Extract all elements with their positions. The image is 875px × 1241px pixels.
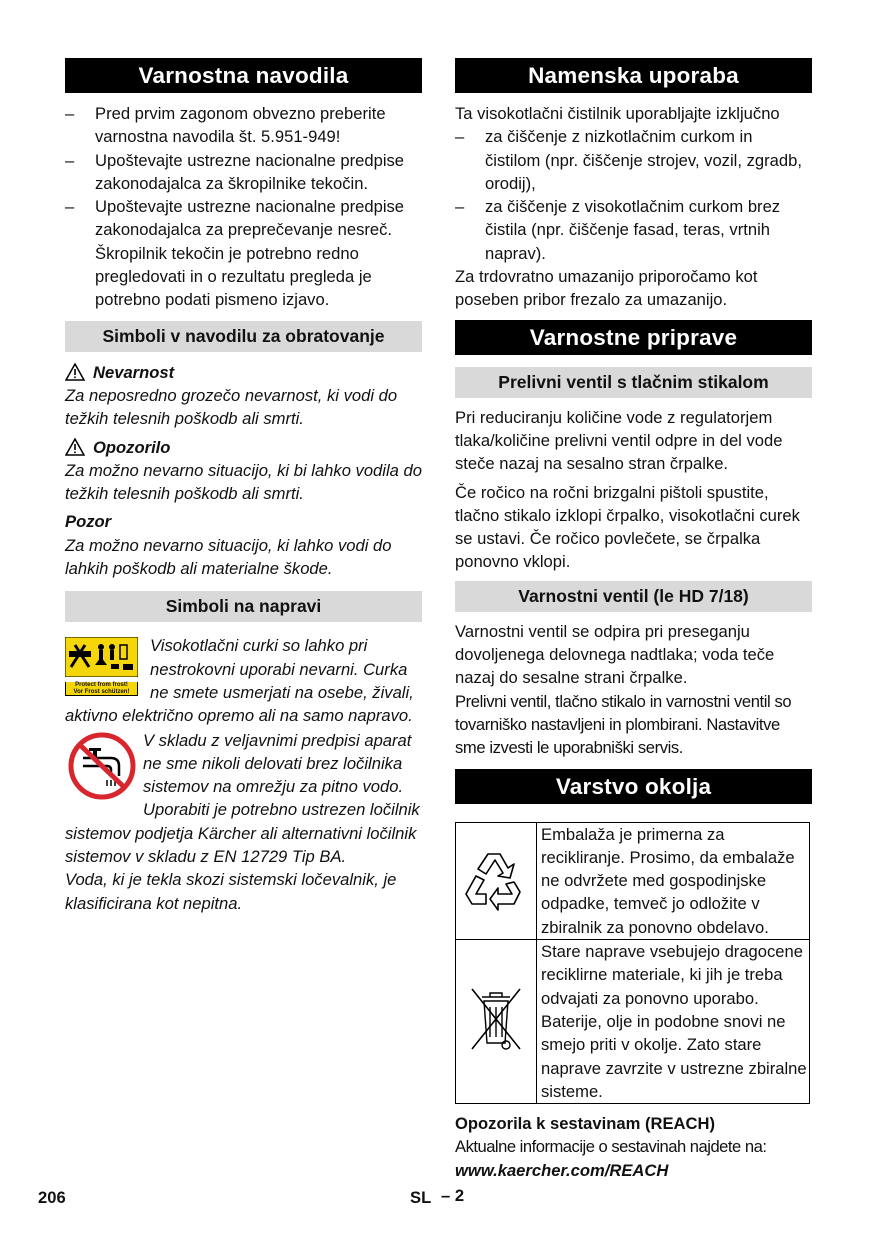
list-item: – Upoštevajte ustrezne nacionalne predpise zakonodajalca za preprečevanje nesreč. Škropilnik tekočin je potrebno redno pregledovati in o rezultatu pregleda je potrebno podati pismeno izjavo. [65, 195, 422, 311]
list-item: – Upoštevajte ustrezne nacionalne predpise zakonodajalca za škropilnike tekočin. [65, 149, 422, 196]
frost-label-de: Vor Frost schützen! [73, 688, 130, 695]
symbols-device-heading: Simboli na napravi [65, 591, 422, 622]
jet-warning-block [65, 634, 422, 727]
prohibition-tap-icon [67, 730, 137, 800]
danger-title: Nevarnost [93, 362, 175, 382]
reach-text: Aktualne informacije o sestavinah najdete na: [455, 1137, 767, 1157]
recycle-icon-cell [456, 822, 537, 939]
high-pressure-label [65, 637, 138, 695]
intended-use-heading: Namenska uporaba [455, 58, 812, 93]
water-text: Voda, ki je tekla skozi sistemski ločevalnik, je klasificirana kot nepitna. [65, 870, 397, 913]
table-row [456, 940, 810, 1104]
no-drinking-water-sign [67, 730, 137, 800]
safety-devices-heading: Varnostne priprave [455, 320, 812, 355]
safety-valve-heading: Varnostni ventil (le HD 7/18) [455, 581, 812, 612]
separator-block [65, 729, 422, 915]
danger-title-row [65, 361, 422, 384]
overflow-valve-p2: Če ročico na ročni brizgalni pištoli spustite, tlačno stikalo izklopi črpalko, visokotlačni curek se ustavi. Če ročico povlečete, se črpalka ponovno vklopi. [455, 482, 800, 572]
safety-valve-p2: Prelivni ventil, tlačno stikalo in varnostni ventil so tovarniško nastavljeni in plombirani. Nastavitve sme izvesti le uporabniški servis. [455, 691, 792, 758]
recycle-text: Embalaža je primerna za recikliranje. Prosimo, da embalaže ne odvržete med gospodinjske odpadke, temveč jo odložite v zbiralnik za ponovno obdelavo. [537, 822, 810, 939]
old-devices-text: Stare naprave vsebujejo dragocene reciklirne materiale, ki jih je treba odvajati za ponovno uporabo. Baterije, olje in podobne snovi ne smejo priti v okolje. Zato stare naprave zavrzite v ustrezne zbiralne sisteme. [537, 940, 810, 1104]
right-column [455, 58, 812, 1182]
warning-title: Opozorilo [93, 437, 171, 457]
safety-heading: Varnostna navodila [65, 58, 422, 93]
list-item: – za čiščenje z nizkotlačnim curkom in čistilom (npr. čiščenje strojev, vozil, zgradb, orodij), [455, 125, 812, 195]
intended-use-outro: Za trdovratno umazanijo priporočamo kot poseben pribor frezalo za umazanijo. [455, 267, 758, 310]
list-item: – za čiščenje z visokotlačnim curkom brez čistila (npr. čiščenje fasad, teras, vrtnih naprav). [455, 195, 812, 265]
environment-heading: Varstvo okolja [455, 769, 812, 804]
high-pressure-warning-icon [65, 637, 138, 677]
language-code: SL [410, 1188, 432, 1207]
table-row [456, 822, 810, 939]
page-number: 206 [38, 1188, 66, 1207]
reach-link[interactable]: www.kaercher.com/REACH [455, 1160, 669, 1180]
safety-list [65, 102, 422, 312]
warning-triangle-icon [65, 438, 85, 456]
jet-warning-text: Visokotlačni curki so lahko pri nestrokovni uporabi nevarni. Curka ne smete usmerjati na osebe, živali, aktivno električno opremo ali na samo napravo. [65, 636, 414, 726]
overflow-valve-p1: Pri reduciranju količine vode z regulatorjem tlaka/količine prelivni ventil odpre in del vode steče nazaj na sesalno stran črpalke. [455, 407, 783, 474]
danger-text: Za neposredno grozečo nevarnost, ki vodi do težkih telesnih poškodb ali smrti. [65, 385, 398, 429]
symbols-manual-heading: Simboli v navodilu za obratovanje [65, 321, 422, 352]
recycle-icon [462, 844, 530, 912]
environment-table [455, 822, 810, 1105]
warning-title-row [65, 436, 422, 459]
list-item: – Pred prvim zagonom obvezno preberite varnostna navodila št. 5.951-949! [65, 102, 422, 149]
crossed-out-bin-icon [466, 983, 526, 1053]
caution-text: Za možno nevarno situacijo, ki lahko vodi do lahkih poškodb ali materialne škode. [65, 535, 392, 579]
left-column [65, 58, 422, 915]
reach-title: Opozorila k sestavinam (REACH) [455, 1114, 716, 1134]
bin-icon-cell [456, 940, 537, 1104]
intended-use-list [455, 125, 812, 265]
separator-text: V skladu z veljavnimi predpisi aparat ne sme nikoli delovati brez ločilnika sistemov na omrežju za pitno vodo. Uporabiti je potrebno ustrezen ločilnik sistemov podjetja Kärcher ali alternativni ločilnik sistemov v skladu z EN 12729 Tip BA. [65, 730, 420, 867]
intended-use-intro: Ta visokotlačni čistilnik uporabljajte izključno [455, 104, 780, 123]
warning-text: Za možno nevarno situacijo, ki bi lahko vodila do težkih telesnih poškodb ali smrti. [65, 460, 422, 504]
frost-label-en: Protect from frost! [75, 682, 128, 689]
overflow-valve-heading: Prelivni ventil s tlačnim stikalom [455, 367, 812, 398]
sub-page-number: – 2 [441, 1186, 465, 1205]
safety-valve-p1: Varnostni ventil se odpira pri preseganju dovoljenega delovnega nadtlaka; voda teče nazaj do sesalne strani črpalke. [455, 621, 775, 688]
warning-triangle-icon [65, 363, 85, 381]
caution-title: Pozor [65, 512, 112, 532]
